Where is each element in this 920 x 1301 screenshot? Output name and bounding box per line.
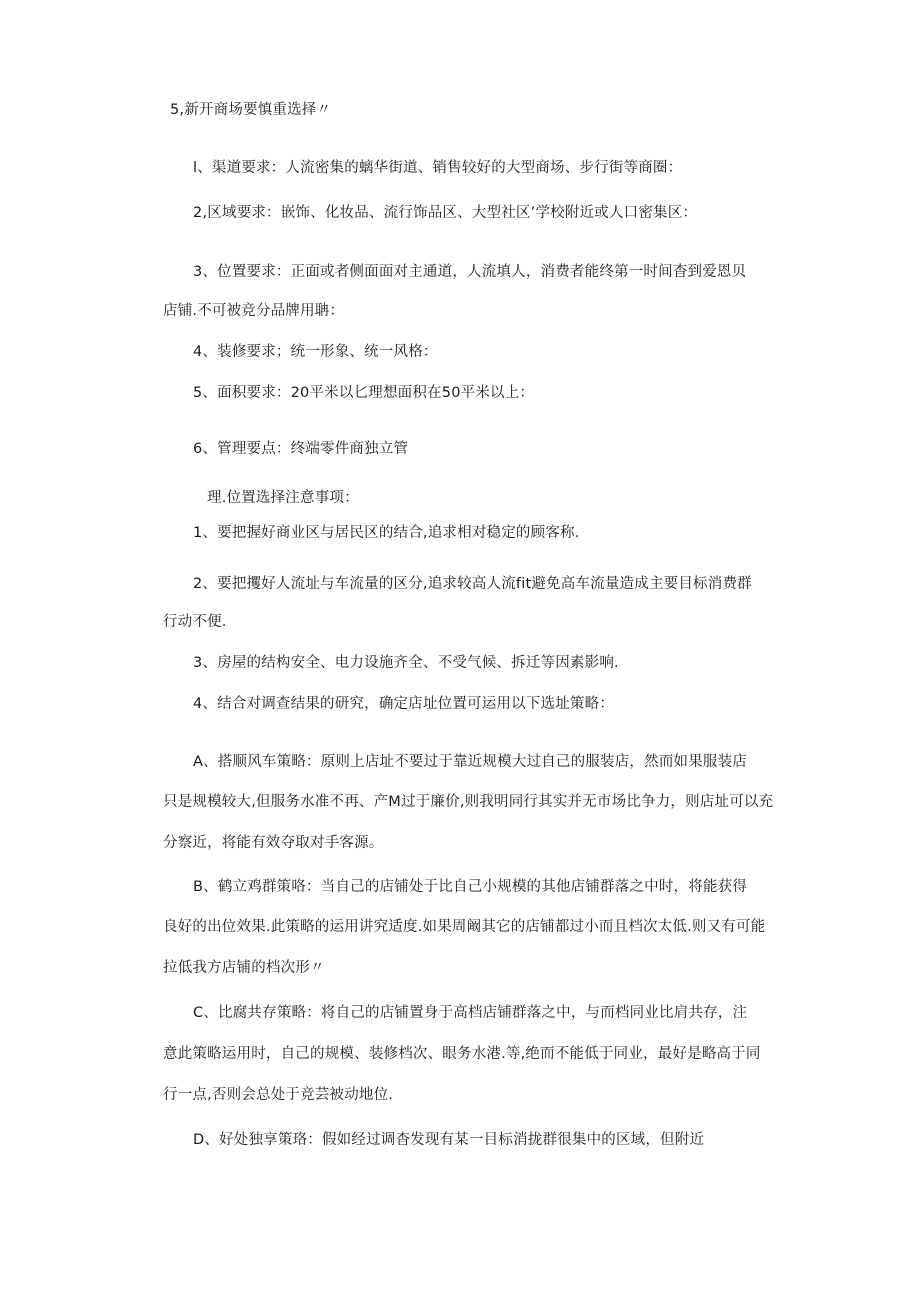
note-2: 2、要把攫好人流址与车流量的区分,追求较高人流fit避免高车流量造成主要目标消费群	[193, 576, 752, 592]
strategy-b-cont-2: 拉低我方店铺的档次形〃	[163, 960, 325, 976]
item-area-requirement: 2,区域要求：嵌饰、化妆品、流行饰品区、大型社区’学校附近或人口密集区：	[193, 205, 698, 221]
strategy-b: B、鹤立鸡群策咯：当自己的店铺处于比自己小规模的其他店铺群落之中时，将能获得	[193, 879, 748, 895]
item-area-size-requirement: 5、面积要求：20平米以匕理想面积在50平米以上：	[193, 385, 535, 401]
strategy-b-cont-1: 良好的出位效果.此策略的运用讲究适度.如果周阚其它的店铺都过小而且档次太低.则又有可能	[163, 919, 766, 935]
note-2-cont: 行动不便.	[163, 614, 227, 630]
note-3: 3、房屋的结构安全、电力设施齐全、不受气候、拆迁等因素影响.	[193, 655, 619, 671]
strategy-c-cont-2: 行一点,否则会总处于竞芸被动地位.	[163, 1087, 394, 1103]
item-management-points: 6、管理要点：终端零件商独立管	[193, 441, 409, 457]
strategy-a: A、搭顺风车策略：原则上店址不要过于靠近规模大过自己的服装店，然而如果服装店	[193, 754, 748, 770]
item-decoration-requirement: 4、装修要求；统一形象、统一风格：	[193, 344, 438, 360]
item-channel-requirement: l、渠道要求：人流密集的螭华街道、销售较好的大型商场、步行街等商圈：	[193, 160, 683, 176]
heading-location-notes: 理.位置选择注意事项：	[207, 490, 359, 506]
item-location-requirement: 3、位置要求：正面或者侧面面对主通道，人流填人，消费者能终第一时间杳到爱恩贝	[193, 264, 747, 280]
note-1: 1、要把握好商业区与居民区的结合,追求相对稳定的顾客称.	[193, 525, 580, 541]
strategy-c: C、比腐共存策略：将自己的店铺置身于高档店铺群落之中，与而档同业比肩共存，注	[193, 1005, 748, 1021]
note-4: 4、结合对调查结果的研究，确定店址位置可运用以下选址策略：	[193, 696, 615, 712]
strategy-d: D、好处独享策珞：假如经过调杳发现有某一目标消拢群很集中的区域，但附近	[193, 1132, 705, 1148]
strategy-c-cont-1: 意此策略运用时，自己的规模、装修档次、眼务水港.等,绝而不能低于同业，最好是略高于同	[163, 1046, 761, 1062]
heading-new-mall-selection: 5,新开商场要慎重选择〃	[170, 102, 332, 118]
strategy-a-cont-2: 分察近，将能有效夺取对手客源。	[163, 835, 384, 851]
item-location-requirement-cont: 店铺.不可被竞分品牌用聃：	[163, 303, 345, 319]
strategy-a-cont-1: 只是规模较大,但服务水准不再、产M过于廉价,则我明同行其实并无市场比争力，则店址可以充	[163, 794, 774, 810]
